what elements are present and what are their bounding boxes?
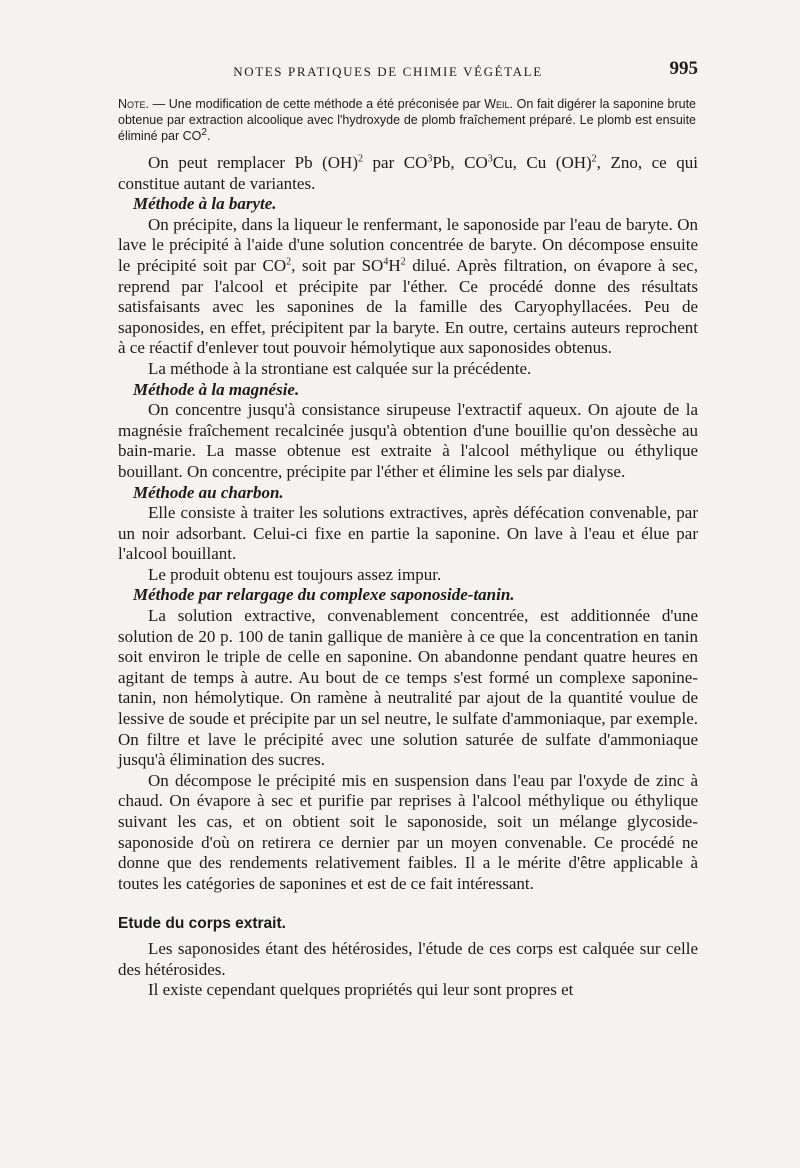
- superscript: 3: [487, 153, 493, 165]
- text-run: par CO: [363, 153, 428, 172]
- note-superscript: 2: [201, 126, 207, 138]
- paragraph-variants: [118, 153, 698, 194]
- note-text-3: .: [206, 129, 211, 143]
- heading-magnesie: Méthode à la magnésie.: [133, 379, 300, 399]
- text-run: , Zno, ce qui constitue autant de variantes.: [118, 153, 698, 193]
- superscript: 2: [400, 256, 406, 268]
- paragraph-proprietes: Il existe cependant quelques propriétés qui leur sont propres et: [148, 980, 574, 1000]
- superscript: 2: [358, 153, 363, 165]
- note-label: Note.: [118, 97, 150, 111]
- superscript: 2: [286, 256, 292, 268]
- text-run: dilué. Après filtration, on évapore à sec, reprend par l'alcool et précipite par l'éther. Ce procédé donne des résultats satisfaisants avec les saponines de la famille des Caryophyllacées. Peu de saponosides, en effet, précipitent par la baryte. En outre, certains auteurs reprochent à ce réactif d'enlever tout pouvoir hémolytique aux saponosides obtenus.: [118, 255, 699, 358]
- text-run: Pb, CO: [432, 153, 488, 172]
- note-text-1: — Une modification de cette méthode a été préconisée par: [149, 97, 485, 111]
- note-text-2: . On fait digérer la saponine brute obtenue par extraction alcoolique avec l'hydroxyde de plomb fraîchement préparé. Le plomb est ensuite éliminé par CO: [118, 97, 696, 143]
- text-run: , soit par SO: [291, 255, 384, 275]
- text-run: On précipite, dans la liqueur le renfermant, le saponoside par l'eau de baryte. On lave le précipité à l'aide d'une solution concentrée de baryte. On décompose ensuite le précipité soit par CO: [118, 214, 698, 275]
- paragraph-baryte: [118, 215, 698, 359]
- text-run: Cu, Cu (OH): [492, 153, 592, 172]
- paragraph-relargage: La solution extractive, convenablement concentrée, est additionnée d'une solution de 20 p. 100 de tanin gallique de manière à ce que la concentration en tanin soit environ le triple de celle en saponine. On abandonne pendant quatre heures en agitant de temps à autre. Au bout de ce temps s'est formé un complexe saponine-tanin, non hémolytique. On ramène à neutralité par ajout de la quantité voulue de lessive de soude et précipite par un sel neutre, le sulfate d'ammoniaque, par exemple. On filtre et lave le précipité avec une solution saturée de sulfate d'ammoniaque jusqu'à élimination des sucres.: [118, 606, 698, 770]
- body-text: [118, 153, 698, 1001]
- paragraph-impur: Le produit obtenu est toujours assez impur.: [148, 564, 442, 584]
- text-run: On peut remplacer Pb (OH): [148, 153, 358, 172]
- heading-baryte: Méthode à la baryte.: [133, 194, 277, 214]
- paragraph-decompose: On décompose le précipité mis en suspension dans l'eau par l'oxyde de zinc à chaud. On évapore à sec et purifie par reprises à l'alcool méthylique ou éthylique suivant les cas, et on obtient soit le saponoside, soit un mélange glycoside-saponoside d'où on retirera ce dernier par un moyen convenable. Ce procédé ne donne que des rendements relativement faibles. Il a le mérite d'être applicable à toutes les catégories de saponines et est de ce fait intéressant.: [118, 770, 698, 893]
- footnote-block: [118, 96, 696, 144]
- superscript: 3: [427, 153, 433, 165]
- page-number: 995: [669, 58, 698, 79]
- running-title: NOTES PRATIQUES DE CHIMIE VÉGÉTALE: [233, 64, 543, 79]
- paragraph-heterosides: Les saponosides étant des hétérosides, l'étude de ces corps est calquée sur celle des hétérosides.: [118, 938, 698, 979]
- page-header: [118, 58, 698, 88]
- paragraph-strontiane: La méthode à la strontiane est calquée sur la précédente.: [148, 358, 532, 378]
- paragraph-magnesie: On concentre jusqu'à consistance sirupeuse l'extractif aqueux. On ajoute de la magnésie fraîchement recalcinée jusqu'à obtention d'une bouillie qu'on dessèche au bain-marie. La masse obtenue est extraite à l'alcool méthylique ou éthylique bouillant. On concentre, précipite par l'éther et élimine les sels par dialyse.: [118, 400, 698, 481]
- heading-relargage: Méthode par relargage du complexe saponoside-tanin.: [133, 585, 515, 605]
- superscript: 4: [383, 256, 389, 268]
- heading-charbon: Méthode au charbon.: [133, 482, 284, 502]
- paragraph-charbon: Elle consiste à traiter les solutions extractives, après défécation convenable, par un noir adsorbant. Celui-ci fixe en partie la saponine. On lave à l'eau et élue par l'alcool bouillant.: [118, 503, 698, 564]
- text-run: H: [388, 255, 401, 275]
- section-heading: Etude du corps extrait.: [118, 915, 286, 933]
- note-author: Weil: [484, 97, 510, 111]
- superscript: 2: [591, 153, 597, 165]
